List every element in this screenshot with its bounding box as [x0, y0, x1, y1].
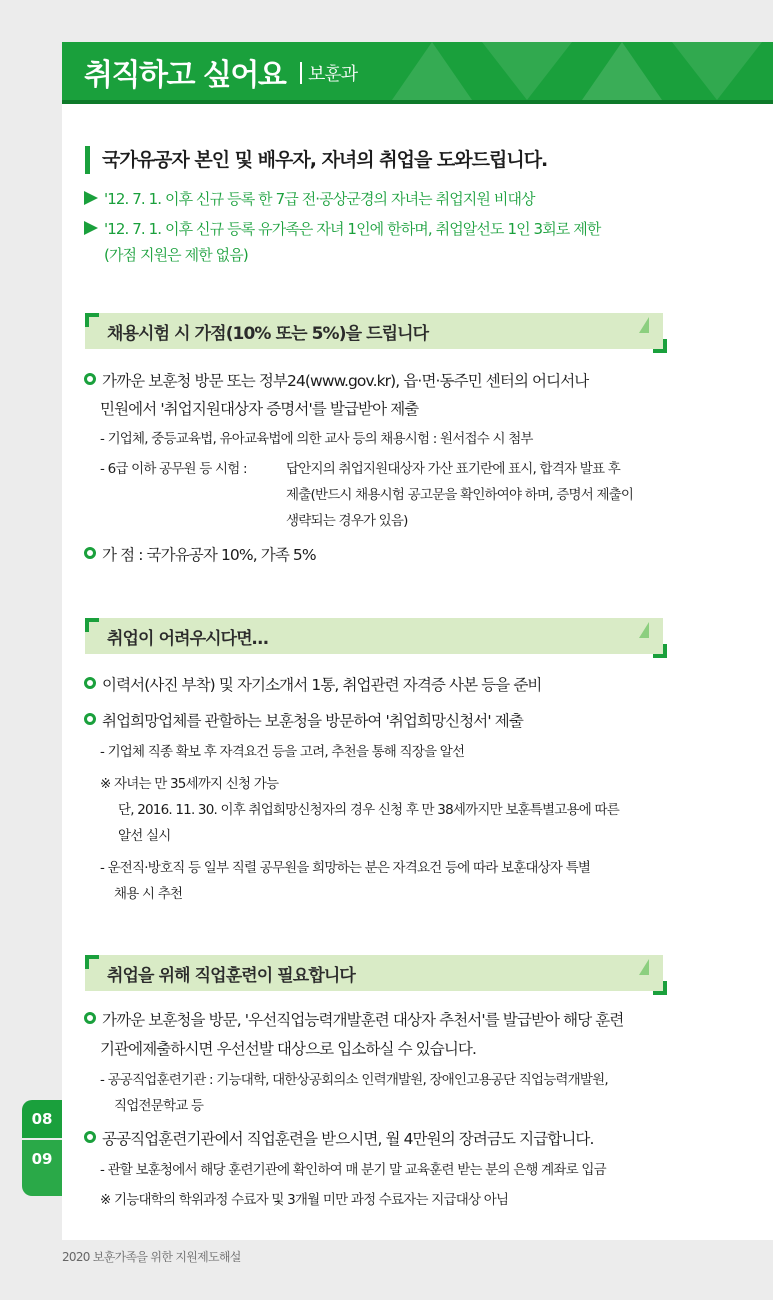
note-item-continued: 알선 실시	[118, 828, 171, 844]
corner-bracket-icon	[653, 981, 667, 995]
header-banner	[62, 42, 773, 100]
intro-note: '12. 7. 1. 이후 신규 등록 한 7급 전·공상군경의 자녀는 취업지원 비대상	[84, 186, 535, 212]
bullet-icon	[84, 677, 96, 689]
triangle-deco-icon	[639, 622, 649, 638]
bullet-icon	[84, 373, 96, 385]
banner-underline	[62, 100, 773, 104]
bullet-item: 취업희망업체를 관할하는 보훈청을 방문하여 '취업희망신청서' 제출	[84, 708, 523, 734]
dash-item-continued: 채용 시 추천	[114, 886, 183, 902]
dash-item: - 운전직·방호직 등 일부 직렬 공무원을 희망하는 분은 자격요건 등에 따라 보훈대상자 특별	[100, 860, 591, 876]
bullet-item: 가까운 보훈청을 방문, '우선직업능력개발훈련 대상자 추천서'를 발급받아 해당 훈련	[84, 1007, 623, 1033]
triangle-deco-icon	[639, 317, 649, 333]
bullet-icon	[84, 547, 96, 559]
bullet-item: 이력서(사진 부착) 및 자기소개서 1통, 취업관련 자격증 사본 등을 준비	[84, 672, 542, 698]
note-item-continued: 단, 2016. 11. 30. 이후 취업희망신청자의 경우 신청 후 만 38세까지만 보훈특별고용에 따른	[118, 802, 619, 818]
dash-item-text: 답안지의 취업지원대상자 가산 표기란에 표시, 합격자 발표 후	[286, 461, 620, 477]
bullet-icon	[84, 1012, 96, 1024]
bullet-item-continued: 민원에서 '취업지원대상자 증명서'를 발급받아 제출	[100, 400, 419, 418]
intro-accent-bar	[85, 146, 90, 174]
intro-title: 국가유공자 본인 및 배우자, 자녀의 취업을 도와드립니다.	[102, 149, 548, 171]
bullet-item-continued: 기관에제출하시면 우선선발 대상으로 입소하실 수 있습니다.	[100, 1040, 476, 1058]
triangle-deco-icon	[639, 959, 649, 975]
page-footer: 2020 보훈가족을 위한 지원제도해설	[62, 1250, 241, 1264]
note-item: ※ 기능대학의 학위과정 수료자 및 3개월 미만 과정 수료자는 지급대상 아님	[100, 1192, 509, 1208]
dash-item: - 기업체, 중등교육법, 유아교육법에 의한 교사 등의 채용시험 : 원서접수 시 첨부	[100, 431, 533, 447]
arrow-icon	[84, 221, 98, 235]
dash-item-continued: 직업전문학교 등	[114, 1098, 204, 1114]
corner-bracket-icon	[85, 313, 99, 327]
intro-note: '12. 7. 1. 이후 신규 등록 유가족은 자녀 1인에 한하며, 취업알선도 1인 3회로 제한	[84, 216, 600, 242]
dash-item-text: 제출(반드시 채용시험 공고문을 확인하여야 하며, 증명서 제출이	[286, 487, 634, 503]
bullet-icon	[84, 1131, 96, 1143]
section-heading-training: 취업을 위해 직업훈련이 필요합니다	[85, 955, 663, 991]
bullet-item: 가 점 : 국가유공자 10%, 가족 5%	[84, 542, 316, 568]
dash-item-label: - 6급 이하 공무원 등 시험 :	[100, 461, 247, 477]
page-title: 취직하고 싶어요	[84, 58, 286, 93]
bullet-item: 공공직업훈련기관에서 직업훈련을 받으시면, 월 4만원의 장려금도 지급합니다.	[84, 1126, 594, 1152]
bullet-item: 가까운 보훈청 방문 또는 정부24(www.gov.kr), 읍·면·동주민 센터의 어디서나	[84, 368, 588, 394]
note-item: ※ 자녀는 만 35세까지 신청 가능	[100, 776, 279, 792]
corner-bracket-icon	[85, 955, 99, 969]
dash-item-text: 생략되는 경우가 있음)	[286, 513, 408, 529]
intro-note-continued: (가점 지원은 제한 없음)	[104, 246, 248, 264]
section-heading-bonus: 채용시험 시 가점(10% 또는 5%)을 드립니다	[85, 313, 663, 349]
side-tab-08[interactable]: 08	[22, 1100, 62, 1138]
dash-item: - 기업체 직종 확보 후 자격요건 등을 고려, 추천을 통해 직장을 알선	[100, 744, 465, 760]
section-heading-job-search: 취업이 어려우시다면…	[85, 618, 663, 654]
title-separator	[300, 62, 302, 84]
bullet-icon	[84, 713, 96, 725]
department-label: 보훈과	[308, 64, 358, 85]
arrow-icon	[84, 191, 98, 205]
dash-item: - 관할 보훈청에서 해당 훈련기관에 확인하여 매 분기 말 교육훈련 받는 분의 은행 계좌로 입금	[100, 1162, 606, 1178]
side-tab-09[interactable]: 09	[22, 1140, 62, 1196]
corner-bracket-icon	[85, 618, 99, 632]
dash-item: - 공공직업훈련기관 : 기능대학, 대한상공회의소 인력개발원, 장애인고용공단 직업능력개발원,	[100, 1072, 608, 1088]
corner-bracket-icon	[653, 644, 667, 658]
corner-bracket-icon	[653, 339, 667, 353]
